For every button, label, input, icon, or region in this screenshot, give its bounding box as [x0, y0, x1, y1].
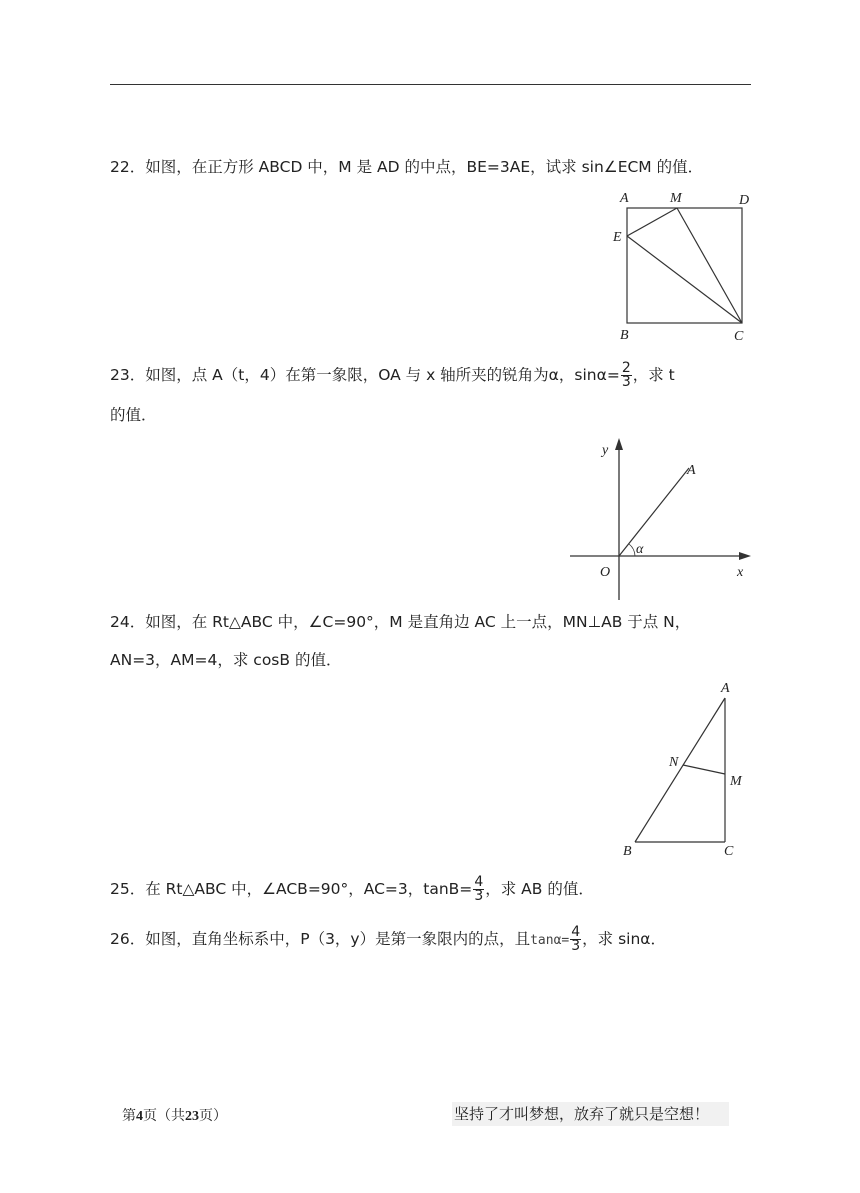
- fraction-tan-b: [473, 876, 484, 903]
- tan-alpha-label: tanα: [530, 933, 562, 948]
- question-26-text: [110, 926, 666, 953]
- equals-sign: =: [561, 933, 570, 948]
- label-a: A: [687, 463, 696, 478]
- question-23-text-b: ，求 t: [632, 366, 675, 384]
- question-26-text-b: ，求 sinα．: [582, 930, 667, 948]
- segment-mc: [677, 208, 742, 323]
- label-a: A: [721, 681, 730, 696]
- square-outline: [627, 208, 742, 323]
- question-26-text-a: 26．如图，直角坐标系中，P（3，y）是第一象限内的点，且: [110, 930, 531, 948]
- total-pages: 23: [185, 1109, 199, 1124]
- page-suffix: 页）: [199, 1109, 227, 1124]
- label-d: D: [739, 193, 750, 208]
- fraction-numerator: 4: [571, 924, 581, 940]
- fraction-denominator: 3: [621, 374, 631, 390]
- figure-square-abcd: [610, 188, 760, 348]
- fraction-tan-alpha: [570, 926, 581, 953]
- segment-ab: [635, 698, 725, 842]
- label-m: M: [670, 191, 682, 206]
- fraction-denominator: 3: [571, 938, 581, 954]
- ray-oa: [619, 468, 689, 556]
- y-axis-arrow: [615, 438, 623, 450]
- segment-mn: [683, 765, 725, 774]
- page-prefix: 第: [122, 1109, 136, 1124]
- footer-slogan: 坚持了才叫梦想，放弃了就只是空想！: [452, 1102, 729, 1126]
- label-y: y: [602, 443, 609, 458]
- question-24-line1: 24．如图，在 Rt△ABC 中，∠C=90°，M 是直角边 AC 上一点，MN⊥AB 于点 N，: [110, 613, 691, 631]
- x-axis-arrow: [739, 552, 751, 560]
- question-23-line2: 的值．: [110, 406, 157, 424]
- angle-arc: [629, 544, 635, 556]
- page-number: [122, 1105, 227, 1125]
- label-e: E: [613, 230, 622, 245]
- page-mid: 页（共: [143, 1109, 185, 1124]
- segment-ec: [627, 236, 742, 323]
- figure-coordinate-oa: [565, 432, 760, 602]
- question-23-line1: [110, 362, 675, 389]
- label-m: M: [730, 774, 742, 789]
- label-alpha: α: [636, 542, 644, 557]
- fraction-denominator: 3: [474, 888, 484, 904]
- label-c: C: [734, 329, 744, 344]
- header-rule: [110, 84, 751, 85]
- question-23-text-a: 23．如图，点 A（t，4）在第一象限，OA 与 x 轴所夹的锐角为α，sinα=: [110, 366, 620, 384]
- fraction-sin-alpha: [621, 362, 632, 389]
- question-25-text: [110, 876, 594, 903]
- current-page: 4: [136, 1109, 143, 1124]
- label-n: N: [669, 755, 679, 770]
- label-x: x: [737, 565, 744, 580]
- label-b: B: [620, 328, 629, 343]
- fraction-numerator: 2: [621, 360, 631, 376]
- question-25-text-a: 25．在 Rt△ABC 中，∠ACB=90°，AC=3，tanB=: [110, 880, 473, 898]
- label-c: C: [724, 844, 734, 859]
- label-o: O: [600, 565, 611, 580]
- label-b: B: [623, 844, 632, 859]
- question-22-text: 22．如图，在正方形 ABCD 中，M 是 AD 的中点，BE=3AE，试求 sin∠ECM 的值．: [110, 158, 704, 176]
- figure-right-triangle-abc: [615, 678, 765, 863]
- question-24-line2: AN=3，AM=4，求 cosB 的值．: [110, 651, 342, 669]
- fraction-numerator: 4: [474, 874, 484, 890]
- segment-em: [627, 208, 677, 236]
- label-a: A: [620, 191, 629, 206]
- question-25-text-b: ，求 AB 的值．: [485, 880, 594, 898]
